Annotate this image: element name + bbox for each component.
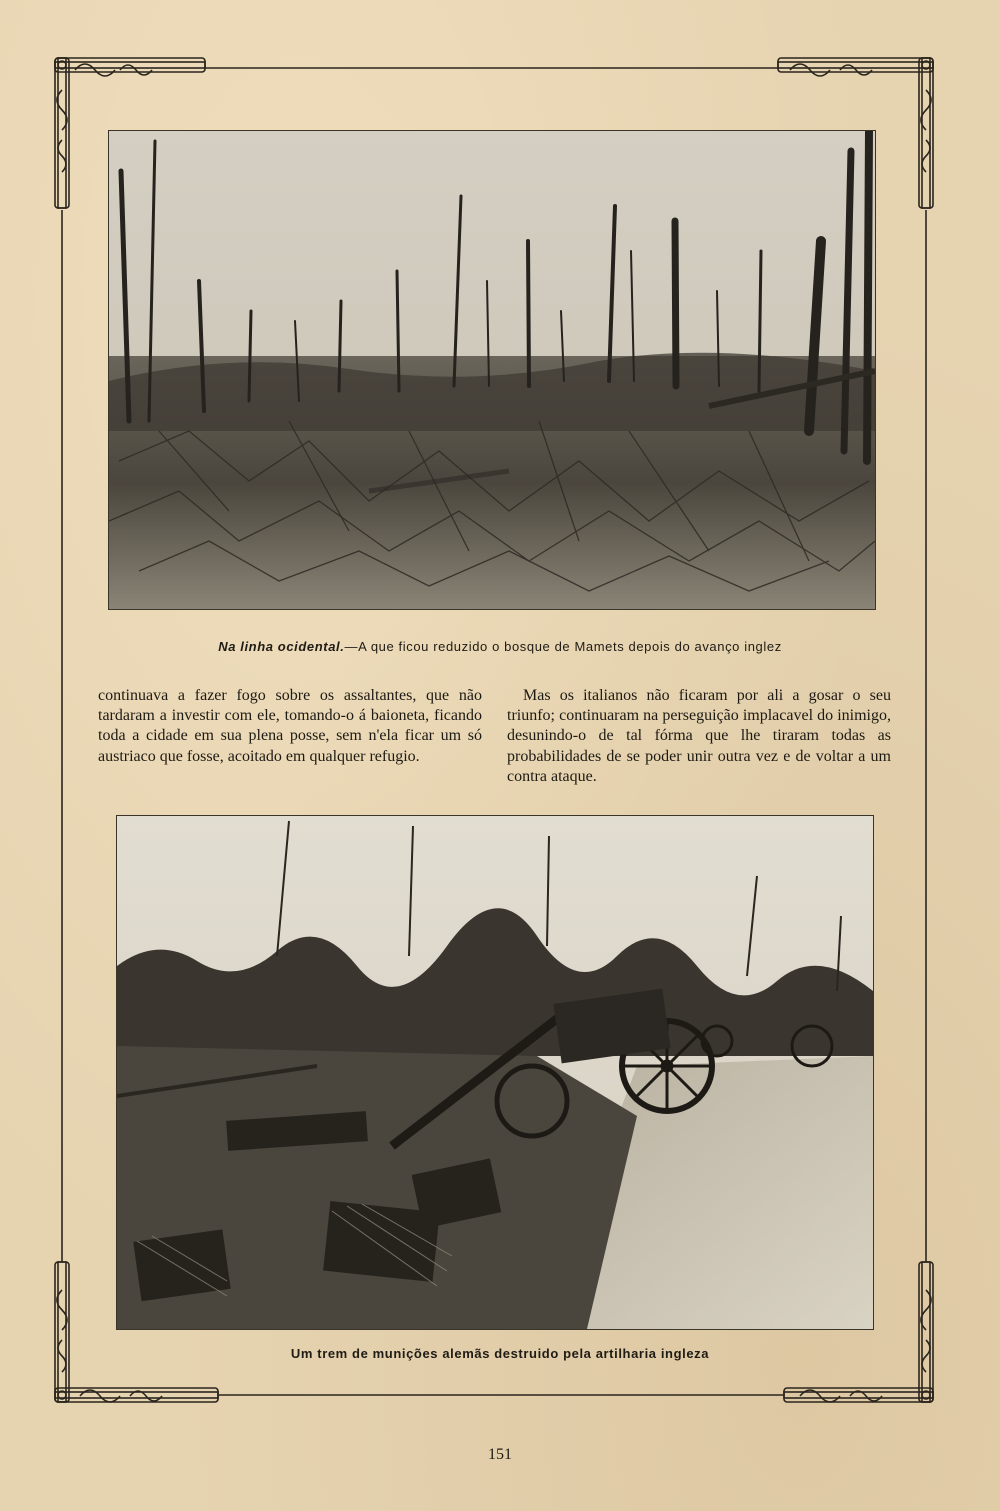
photo-top-caption — [100, 639, 900, 654]
paragraph: continuava a fazer fogo sobre os assaltantes, que não tardaram a investir com ele, tomando-o á baioneta, ficando toda a cidade em sua plena posse, sem n'ela ficar um só austriaco que fosse, acoitado em qualquer refugio. — [98, 687, 482, 765]
caption-text: —A que ficou reduzido o bosque de Mamets depois do avanço inglez — [344, 639, 782, 654]
photo-destroyed-forest — [108, 130, 876, 610]
article-column-right — [507, 686, 891, 787]
photo-destroyed-munitions-train — [116, 815, 874, 1330]
page-number: 151 — [488, 1446, 512, 1463]
caption-lead: Na linha ocidental. — [218, 639, 345, 654]
forest-illustration — [109, 131, 875, 609]
photo-bottom-caption: Um trem de munições alemãs destruido pela artilharia ingleza — [290, 1346, 710, 1361]
paragraph: Mas os italianos não ficaram por ali a gosar o seu triunfo; continuaram na perseguição implacavel do inimigo, desunindo-o de tal fórma que lhe tiraram todas as probabilidades de se poder unir outra vez e de voltar a um contra ataque. — [507, 687, 891, 785]
article-column-left — [98, 686, 482, 767]
munitions-wreck-illustration — [117, 816, 873, 1329]
